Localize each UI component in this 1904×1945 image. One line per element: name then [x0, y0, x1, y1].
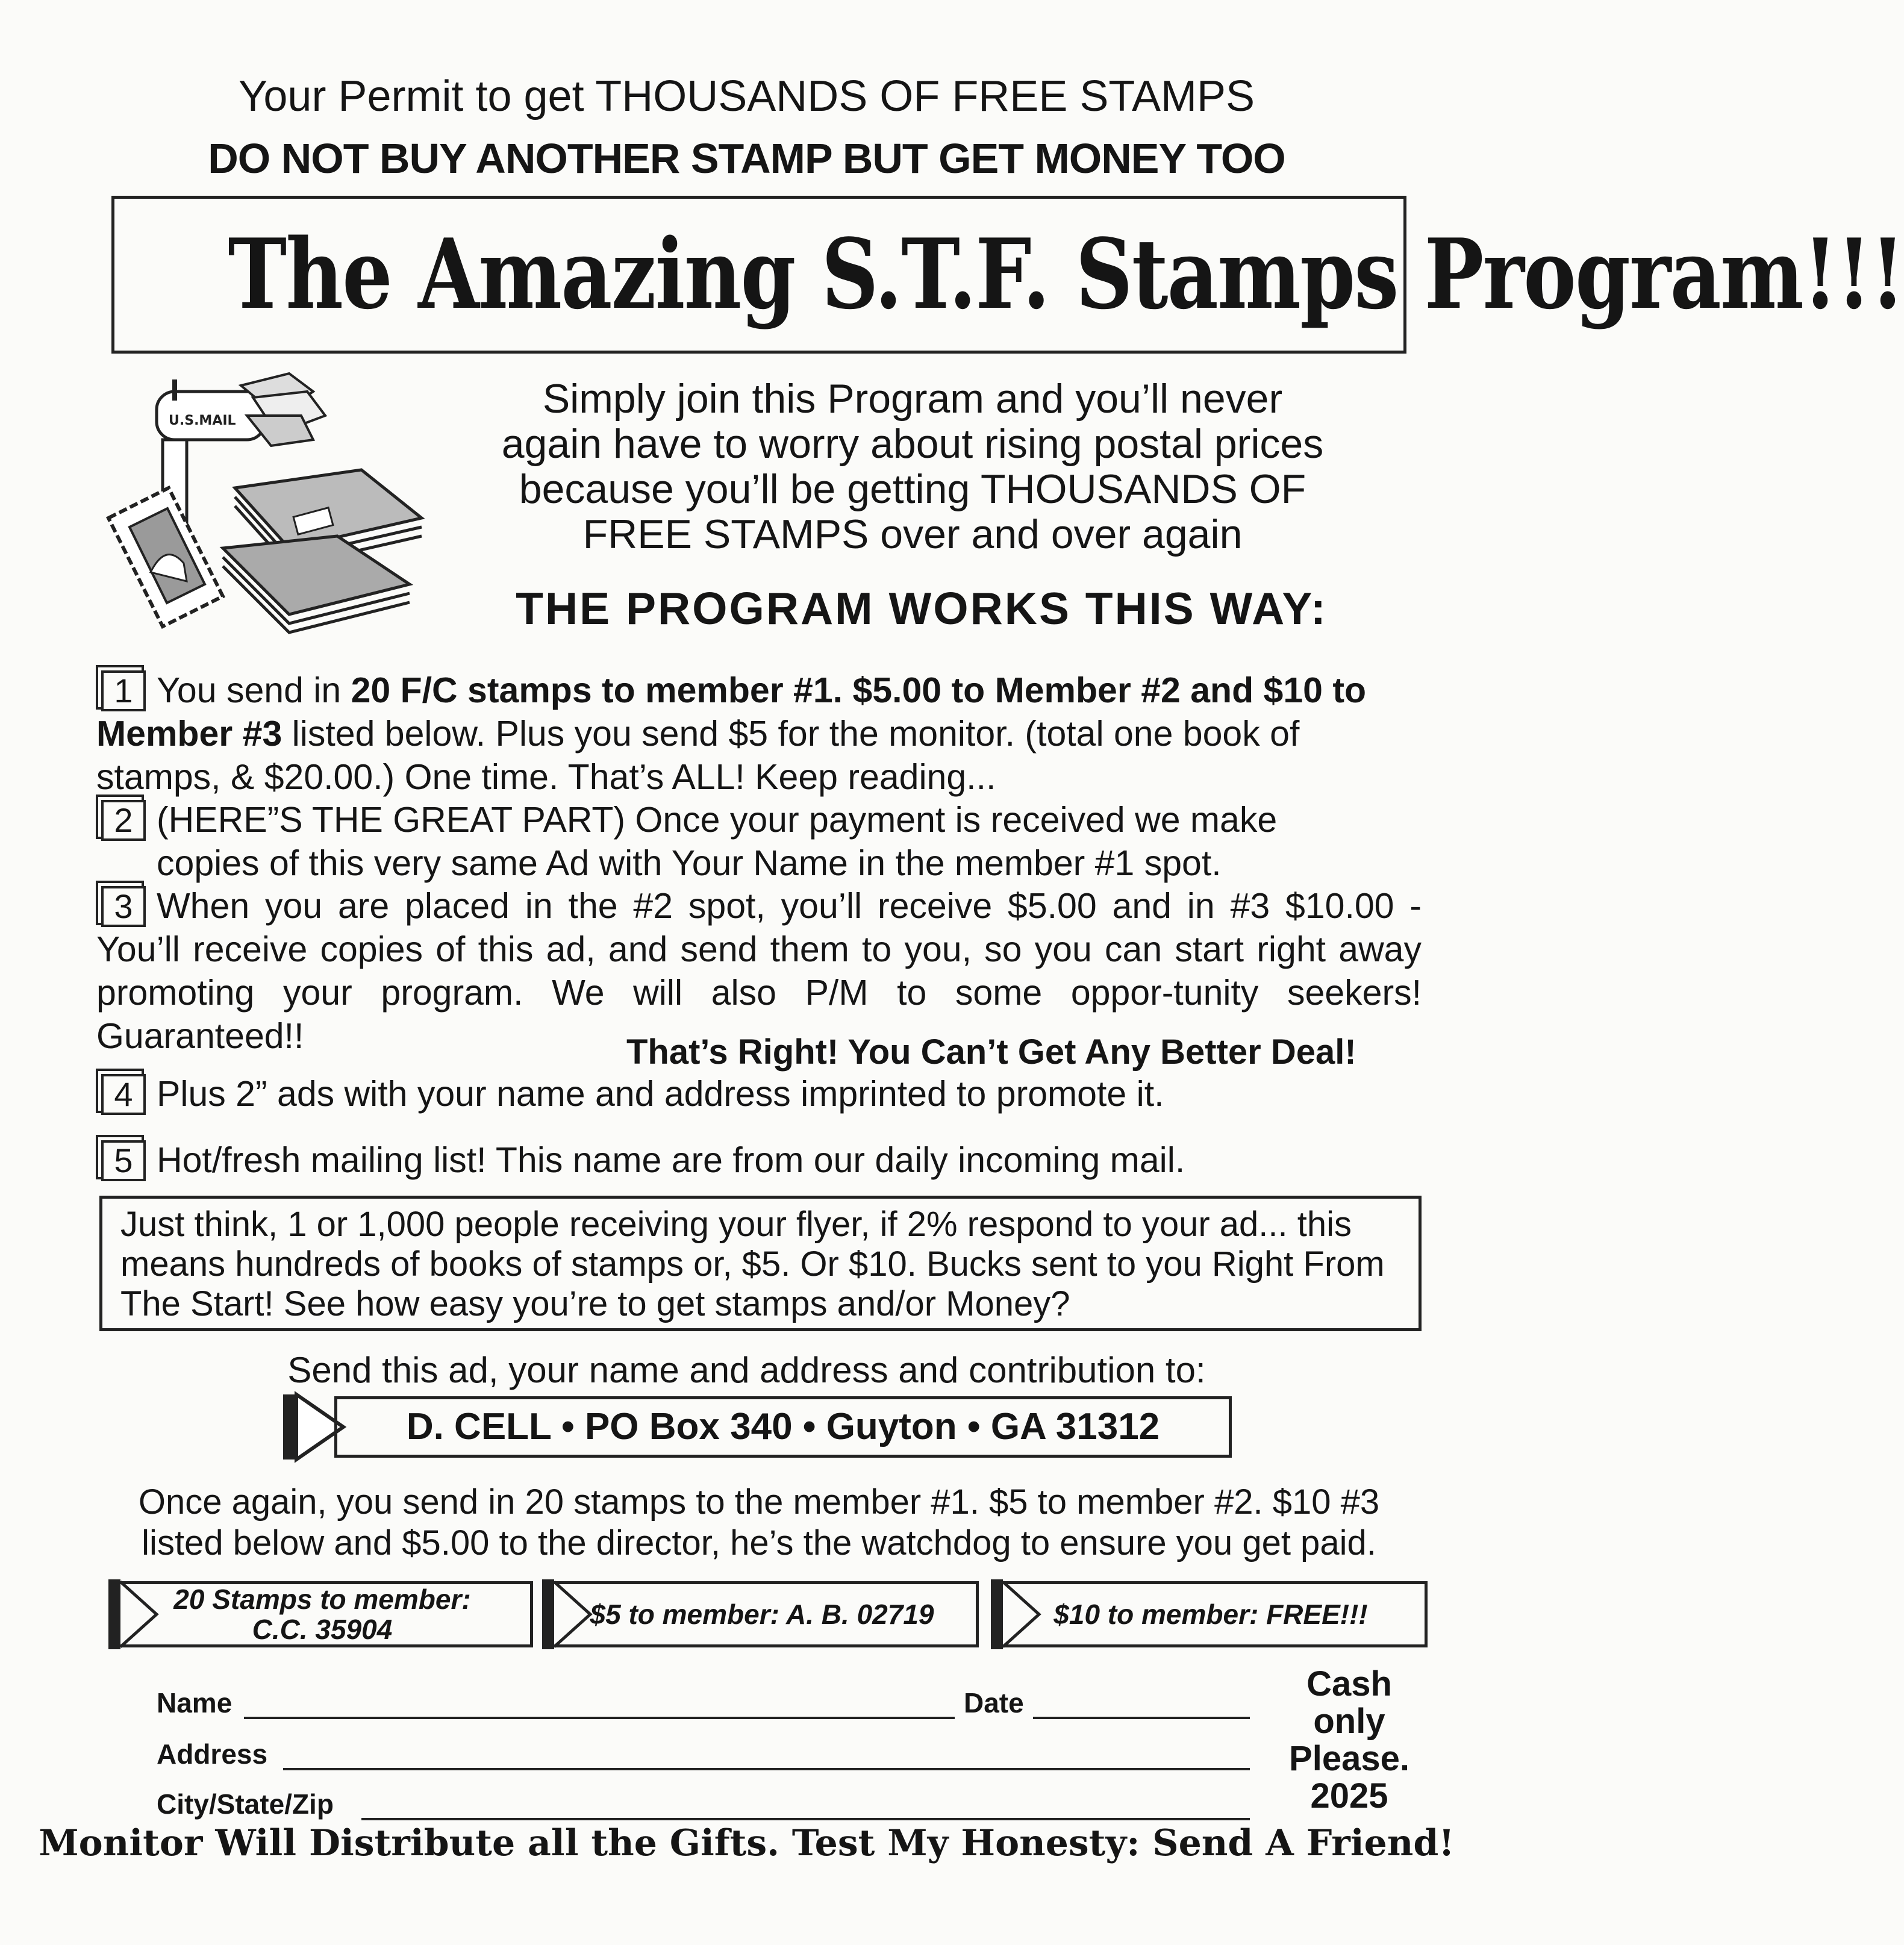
intro-line: Simply join this Program and you’ll never: [542, 376, 1283, 422]
send-instruction: Send this ad, your name and address and contribution to:: [287, 1350, 1206, 1390]
mailbox-label: U.S.MAIL: [169, 413, 236, 428]
member-2-arrow-icon: [542, 1579, 596, 1649]
date-field[interactable]: [1033, 1687, 1250, 1719]
cash-line: Cash: [1306, 1664, 1392, 1703]
step-number: 3: [101, 886, 146, 927]
address-field[interactable]: [283, 1738, 1250, 1770]
step-number: 2: [101, 800, 146, 841]
step-5: [96, 1138, 1422, 1182]
headline-permit: Your Permit to get THOUSANDS OF FREE STAMPS: [238, 72, 1255, 120]
step-2: [96, 798, 1422, 841]
step-text: listed below. Plus you send $5 for the monitor. (total one book of stamps, & $20.00.) One time. That’s ALL! Keep reading...: [96, 714, 1300, 797]
step-text: (HERE”S THE GREAT PART) Once your payment is received we make: [157, 800, 1278, 840]
name-field[interactable]: [244, 1687, 955, 1719]
member-2-box: $5 to member: A. B. 02719: [545, 1581, 979, 1647]
cash-line: only: [1313, 1702, 1385, 1741]
member-1-id: C.C. 35904: [252, 1614, 393, 1645]
cash-only-note: [1265, 1666, 1434, 1815]
city-state-zip-label: City/State/Zip: [157, 1788, 334, 1820]
intro-paragraph: [416, 376, 1409, 557]
stamps-money-illustration: [96, 367, 434, 657]
member-1-arrow-icon: [108, 1579, 163, 1649]
member-1-label: 20 Stamps to member:: [173, 1584, 471, 1615]
headline-do-not-buy: DO NOT BUY ANOTHER STAMP BUT GET MONEY TOO: [208, 135, 1285, 182]
step-4: [96, 1072, 1422, 1116]
cash-line: 2025: [1310, 1776, 1388, 1815]
just-think-box: Just think, 1 or 1,000 people receiving your flyer, if 2% respond to your ad... this means hundreds of books of stamps or, $5. Or $10. Bucks sent to you Right From The Start! See how easy you’re to get stamps and/or Money?: [99, 1196, 1422, 1331]
step-number: 5: [101, 1140, 146, 1181]
step-1: [96, 669, 1422, 799]
city-state-zip-field[interactable]: [361, 1788, 1250, 1820]
member-3-arrow-icon: [991, 1579, 1045, 1649]
step-number: 4: [101, 1074, 146, 1115]
member-1-box: [111, 1581, 533, 1647]
cash-line: Please.: [1289, 1739, 1409, 1778]
member-3-box: $10 to member: FREE!!!: [994, 1581, 1428, 1647]
once-again-paragraph: Once again, you send in 20 stamps to the member #1. $5 to member #2. $10 #3 listed below and $5.00 to the director, he’s the watchdog to ensure you get paid.: [138, 1482, 1380, 1563]
postage-stamp-icon: [108, 488, 223, 626]
name-label: Name: [157, 1687, 233, 1719]
intro-line: FREE STAMPS over and over again: [582, 511, 1243, 557]
step-text: You send in: [157, 670, 351, 710]
program-title: The Amazing S.T.F. Stamps Program!!!: [228, 217, 1904, 331]
money-stack-icon: [223, 470, 422, 632]
intro-line: because you’ll be getting THOUSANDS OF: [519, 466, 1306, 512]
intro-line: again have to worry about rising postal prices: [501, 421, 1324, 467]
better-deal-callout: That’s Right! You Can’t Get Any Better Deal!: [626, 1032, 1356, 1072]
step-text: Plus 2” ads with your name and address imprinted to promote it.: [157, 1074, 1164, 1114]
address-label: Address: [157, 1738, 268, 1770]
date-label: Date: [964, 1687, 1024, 1719]
works-heading: THE PROGRAM WORKS THIS WAY:: [516, 583, 1328, 634]
step-text-bold: 20 F/C stamps to member #1. $5.00 to Member #2 and $10 to Member #3: [96, 670, 1367, 754]
step-text: When you are placed in the #2 spot, you’ll receive $5.00 and in #3 $10.00 - You’ll receive copies of this ad, and send them to you, so you can start right away promoting your program. We will also P/M to some oppor-tunity seekers! Guaranteed!!: [96, 886, 1422, 1056]
step-number: 1: [101, 670, 146, 711]
step-text: Hot/fresh mailing list! This name are from our daily incoming mail.: [157, 1140, 1185, 1180]
step-2-continued: copies of this very same Ad with Your Name in the member #1 spot.: [157, 843, 1222, 883]
footer-slogan: Monitor Will Distribute all the Gifts. Test My Honesty: Send A Friend!: [39, 1822, 1455, 1864]
mailing-address: D. CELL • PO Box 340 • Guyton • GA 31312: [334, 1396, 1232, 1458]
